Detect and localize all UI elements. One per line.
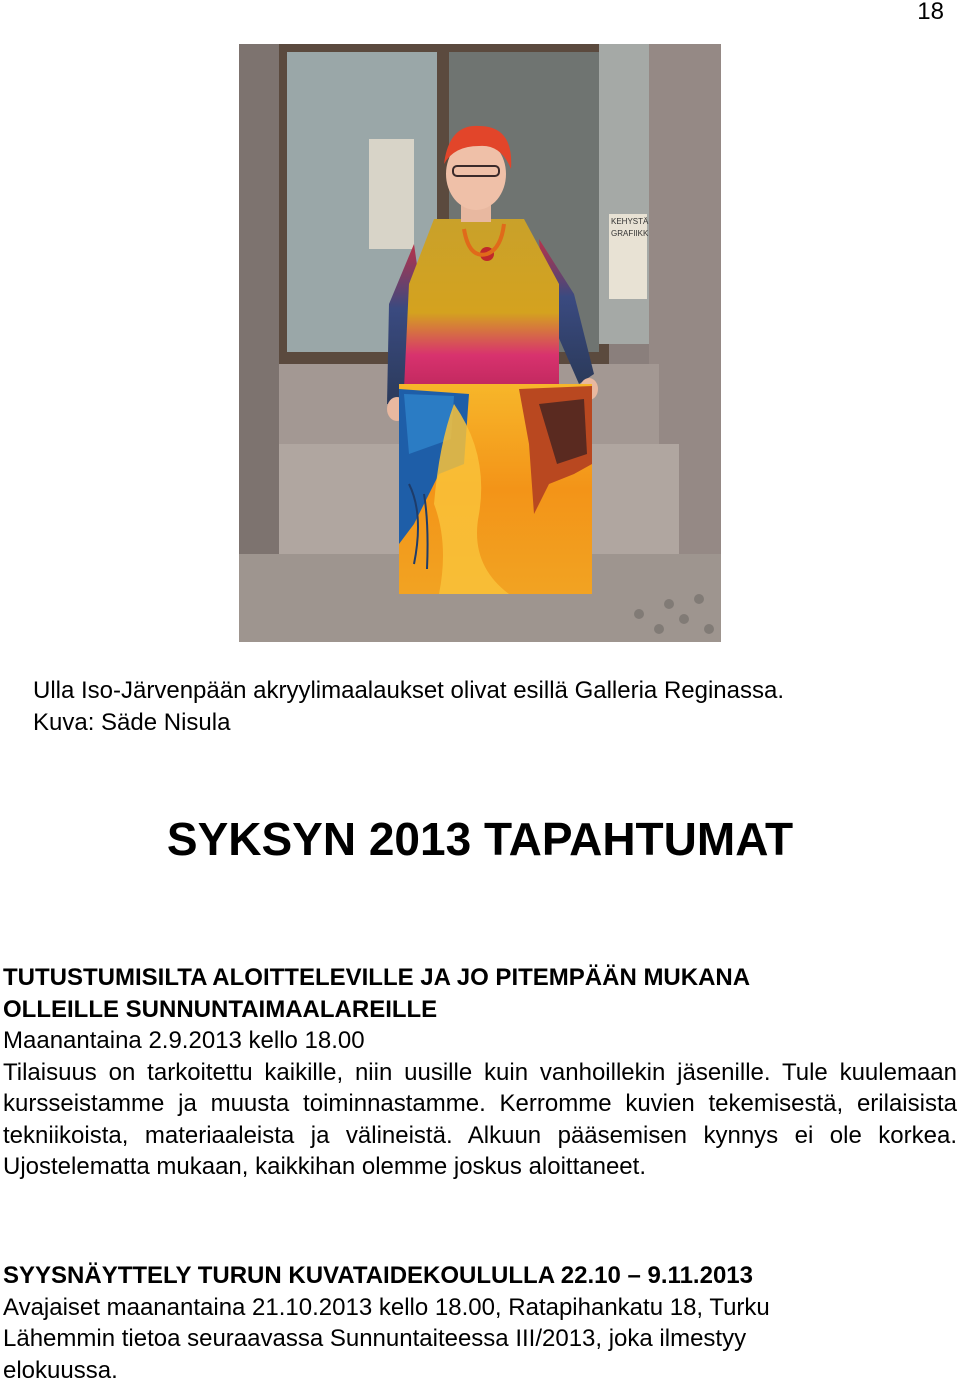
event-2-line-2: Lähemmin tietoa seuraavassa Sunnuntaiteessa III/2013, joka ilmestyy [3, 1323, 957, 1355]
event-2-line-3: elokuussa. [3, 1355, 957, 1386]
event-2-heading: SYYSNÄYTTELY TURUN KUVATAIDEKOULULLA 22.10 – 9.11.2013 [3, 1260, 957, 1292]
page-number: 18 [917, 0, 944, 26]
page-title: SYKSYN 2013 TAPAHTUMAT [0, 812, 960, 866]
photo-illustration [239, 44, 721, 642]
event-intro-evening [3, 962, 957, 1183]
event-1-heading-line-2: OLLEILLE SUNNUNTAIMAALAREILLE [3, 994, 957, 1026]
event-1-description: Tilaisuus on tarkoitettu kaikille, niin uusille kuin vanhoillekin jäsenille. Tule kuulemaan kursseistamme ja muusta toiminnastamme. Kerromme kuvien tekemisestä, erilaisista tekniikoista, materiaaleista ja välineistä. Alkuun pääsemisen kynnys ei ole korkea. Ujostelematta mukaan, kaikkihan olemme joskus aloittaneet. [3, 1057, 957, 1183]
caption-line-2: Kuva: Säde Nisula [33, 707, 784, 739]
photo-caption [33, 675, 784, 739]
event-2-line-1: Avajaiset maanantaina 21.10.2013 kello 18.00, Ratapihankatu 18, Turku [3, 1292, 957, 1324]
exhibition-photo [239, 44, 721, 642]
caption-line-1: Ulla Iso-Järvenpään akryylimaalaukset olivat esillä Galleria Reginassa. [33, 675, 784, 707]
painting [399, 384, 592, 594]
sign-text-2: GRAFIIKK [611, 229, 649, 238]
event-1-date: Maanantaina 2.9.2013 kello 18.00 [3, 1025, 957, 1057]
sign-text-1: KEHYSTÄ [611, 217, 649, 226]
event-autumn-exhibition [3, 1260, 957, 1386]
event-1-heading-line-1: TUTUSTUMISILTA ALOITTELEVILLE JA JO PITEMPÄÄN MUKANA [3, 962, 957, 994]
